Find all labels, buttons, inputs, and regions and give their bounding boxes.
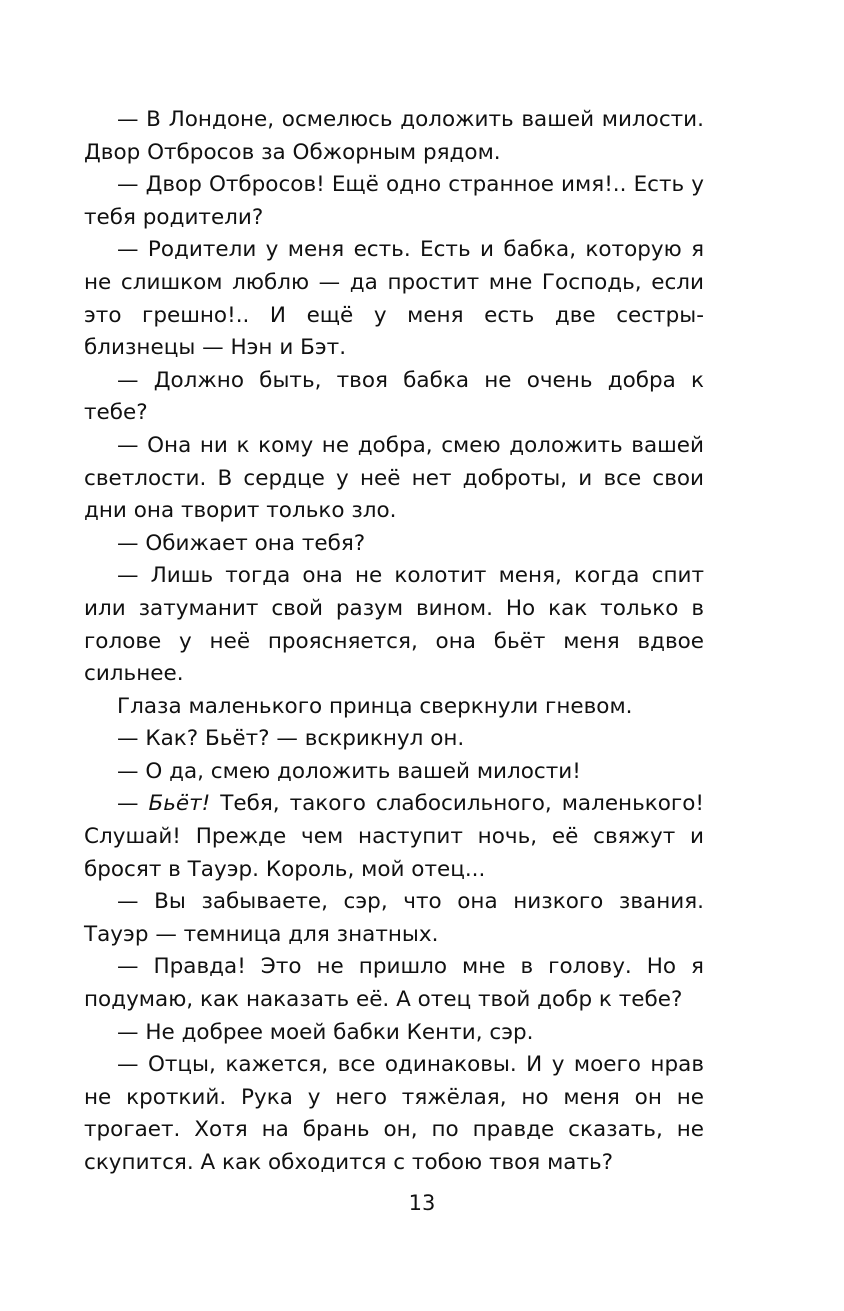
paragraph: Глаза маленького принца сверкнули гневом. — [117, 693, 633, 719]
paragraph: — В Лондоне, осмелюсь доложить вашей милости. Двор Отбросов за Обжорным рядом. — [84, 107, 704, 165]
paragraph-text: Тебя, такого слабосильного, маленького! Слушай! Прежде чем наступит ночь, её свяжут и бросят в Тауэр. Король, мой отец... — [84, 791, 704, 882]
paragraph — [84, 788, 704, 886]
paragraph: — Родители у меня есть. Есть и бабка, которую я не слишком люблю — да простит мне Господь, если это грешно!.. И ещё у меня есть две сестры-близнецы — Нэн и Бэт. — [84, 237, 704, 361]
paragraph: — Отцы, кажется, все одинаковы. И у моего нрав не кроткий. Рука у него тяжёлая, но меня он не трогает. Хотя на брань он, по правде сказать, не скупится. А как обходится с тобою твоя мать? — [84, 1052, 704, 1175]
paragraph: — Двор Отбросов! Ещё одно странное имя!.. Есть у тебя родители? — [84, 172, 704, 230]
paragraph: — Должно быть, твоя бабка не очень добра к тебе? — [84, 367, 704, 426]
dash: — — [117, 791, 149, 817]
paragraph: — Она ни к кому не добра, смею доложить вашей светлости. В сердце у неё нет доброты, и все свои дни она творит только зло. — [84, 432, 704, 524]
paragraph: — Как? Бьёт? — вскрикнул он. — [117, 726, 465, 752]
page-text — [84, 104, 704, 1180]
paragraph: — Правда! Это не пришло мне в голову. Но я подумаю, как наказать её. А отец твой добр к тебе? — [84, 954, 704, 1013]
page-number: 13 — [408, 1191, 436, 1215]
paragraph: — Вы забываете, сэр, что она низкого звания. Тауэр — темница для знатных. — [84, 889, 704, 947]
paragraph: — Обижает она тебя? — [117, 530, 366, 556]
paragraph: — Лишь тогда она не колотит меня, когда спит или затуманит свой разум вином. Но как только в голове у неё проясняется, она бьёт меня вдвое сильнее. — [84, 563, 704, 687]
emphasized-word: Бьёт! — [148, 791, 211, 817]
paragraph: — Не добрее моей бабки Кенти, сэр. — [117, 1019, 534, 1045]
paragraph: — О да, смею доложить вашей милости! — [117, 758, 581, 784]
